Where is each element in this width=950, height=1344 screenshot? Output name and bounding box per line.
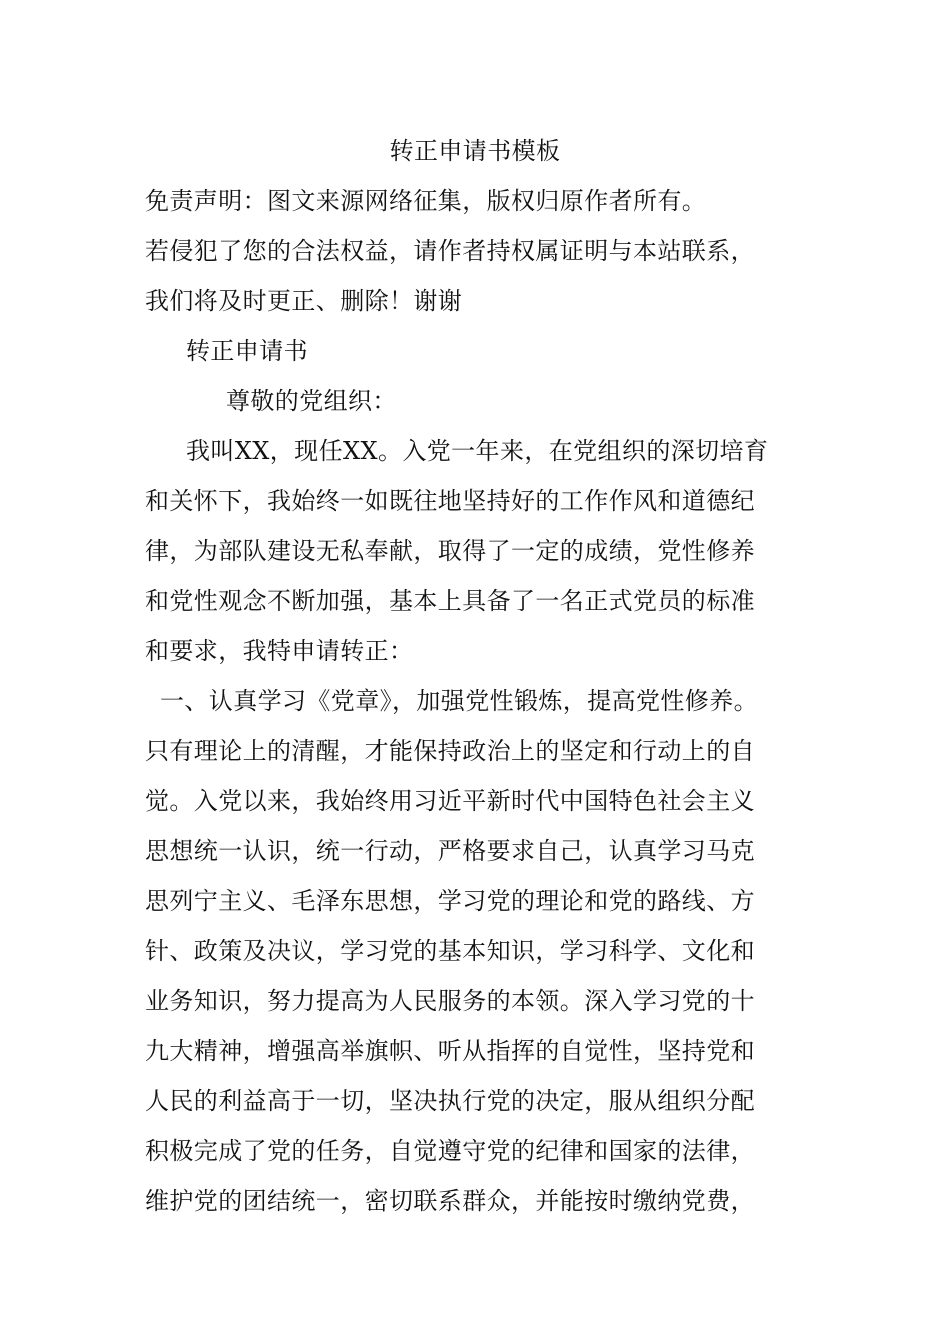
body-line-2: 和关怀下，我始终一如既往地坚持好的工作作风和道德纪	[145, 487, 755, 515]
body-line-8: 觉。入党以来，我始终用习近平新时代中国特色社会主义	[145, 787, 755, 815]
body-line-3: 律，为部队建设无私奉献，取得了一定的成绩，党性修养	[145, 537, 755, 565]
body-line-9: 思想统一认识，统一行动，严格要求自己，认真学习马克	[145, 837, 755, 865]
body-line-4: 和党性观念不断加强，基本上具备了一名正式党员的标准	[145, 587, 755, 615]
disclaimer-line-1: 免责声明：图文来源网络征集，版权归原作者所有。	[145, 187, 707, 215]
letter-salutation: 尊敬的党组织：	[226, 387, 397, 415]
disclaimer-line-3: 我们将及时更正、删除！谢谢	[145, 287, 463, 315]
body-line-16: 维护党的团结统一，密切联系群众，并能按时缴纳党费，	[145, 1187, 755, 1215]
body-line-6: 一、认真学习《党章》，加强党性锻炼，提高党性修养。	[160, 687, 758, 715]
letter-heading: 转正申请书	[186, 337, 308, 365]
document-title: 转正申请书模板	[389, 137, 561, 165]
body-line-1: 我叫XX，现任XX。入党一年来，在党组织的深切培育	[186, 437, 769, 465]
body-line-7: 只有理论上的清醒，才能保持政治上的坚定和行动上的自	[145, 737, 755, 765]
body-line-15: 积极完成了党的任务，自觉遵守党的纪律和国家的法律，	[145, 1137, 755, 1165]
body-line-10: 思列宁主义、毛泽东思想，学习党的理论和党的路线、方	[145, 887, 755, 915]
body-line-12: 业务知识，努力提高为人民服务的本领。深入学习党的十	[145, 987, 755, 1015]
body-line-11: 针、政策及决议，学习党的基本知识，学习科学、文化和	[145, 937, 755, 965]
body-line-13: 九大精神，增强高举旗帜、听从指挥的自觉性，坚持党和	[145, 1037, 755, 1065]
body-line-14: 人民的利益高于一切，坚决执行党的决定，服从组织分配	[145, 1087, 755, 1115]
body-line-5: 和要求，我特申请转正：	[145, 637, 414, 665]
disclaimer-line-2: 若侵犯了您的合法权益，请作者持权属证明与本站联系，	[145, 237, 755, 265]
